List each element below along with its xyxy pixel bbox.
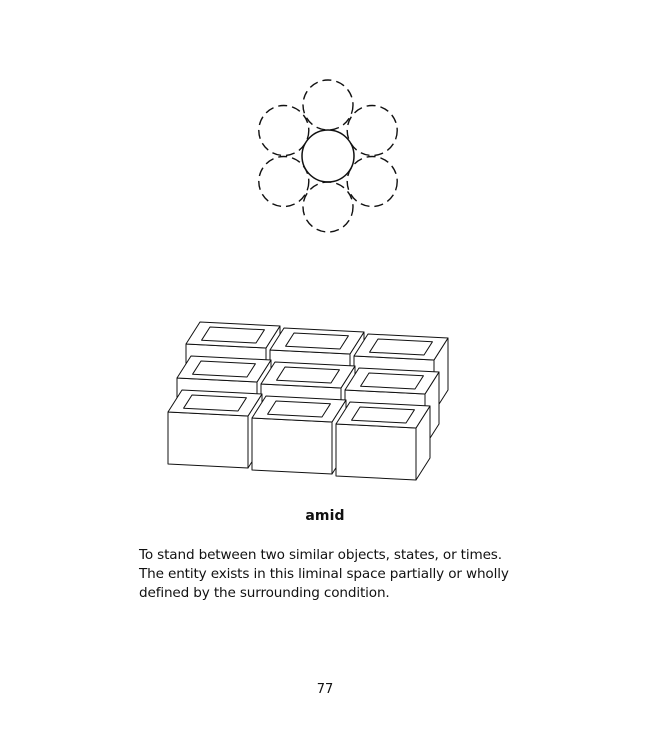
dashed-circle	[259, 157, 309, 207]
entry-definition: To stand between two similar objects, states, or times. The entity exists in this liminal space partially or wholly defined by the surrounding condition.	[139, 547, 509, 601]
page-number: 77	[316, 682, 334, 697]
block-opening	[184, 395, 247, 411]
hollow-block	[168, 390, 262, 468]
dashed-circle	[347, 157, 397, 207]
block-opening	[268, 401, 331, 417]
block-opening	[352, 407, 415, 423]
block-opening	[361, 373, 424, 389]
block-front-face	[336, 424, 416, 480]
block-front-face	[168, 412, 248, 468]
block-front-face	[252, 418, 332, 474]
block-grid-diagram	[0, 255, 650, 500]
block-opening	[277, 367, 340, 383]
hollow-block	[336, 402, 430, 480]
circle-ring-diagram	[0, 0, 650, 250]
block-opening	[193, 361, 256, 377]
block-opening	[286, 333, 349, 349]
block-opening	[370, 339, 433, 355]
hollow-block	[252, 396, 346, 474]
dashed-circle	[259, 106, 309, 156]
dashed-circle	[303, 182, 353, 232]
block-opening	[202, 327, 265, 343]
dashed-circle	[303, 80, 353, 130]
dashed-circle	[347, 106, 397, 156]
central-solid-circle	[302, 130, 354, 182]
entry-term: amid	[305, 508, 345, 524]
